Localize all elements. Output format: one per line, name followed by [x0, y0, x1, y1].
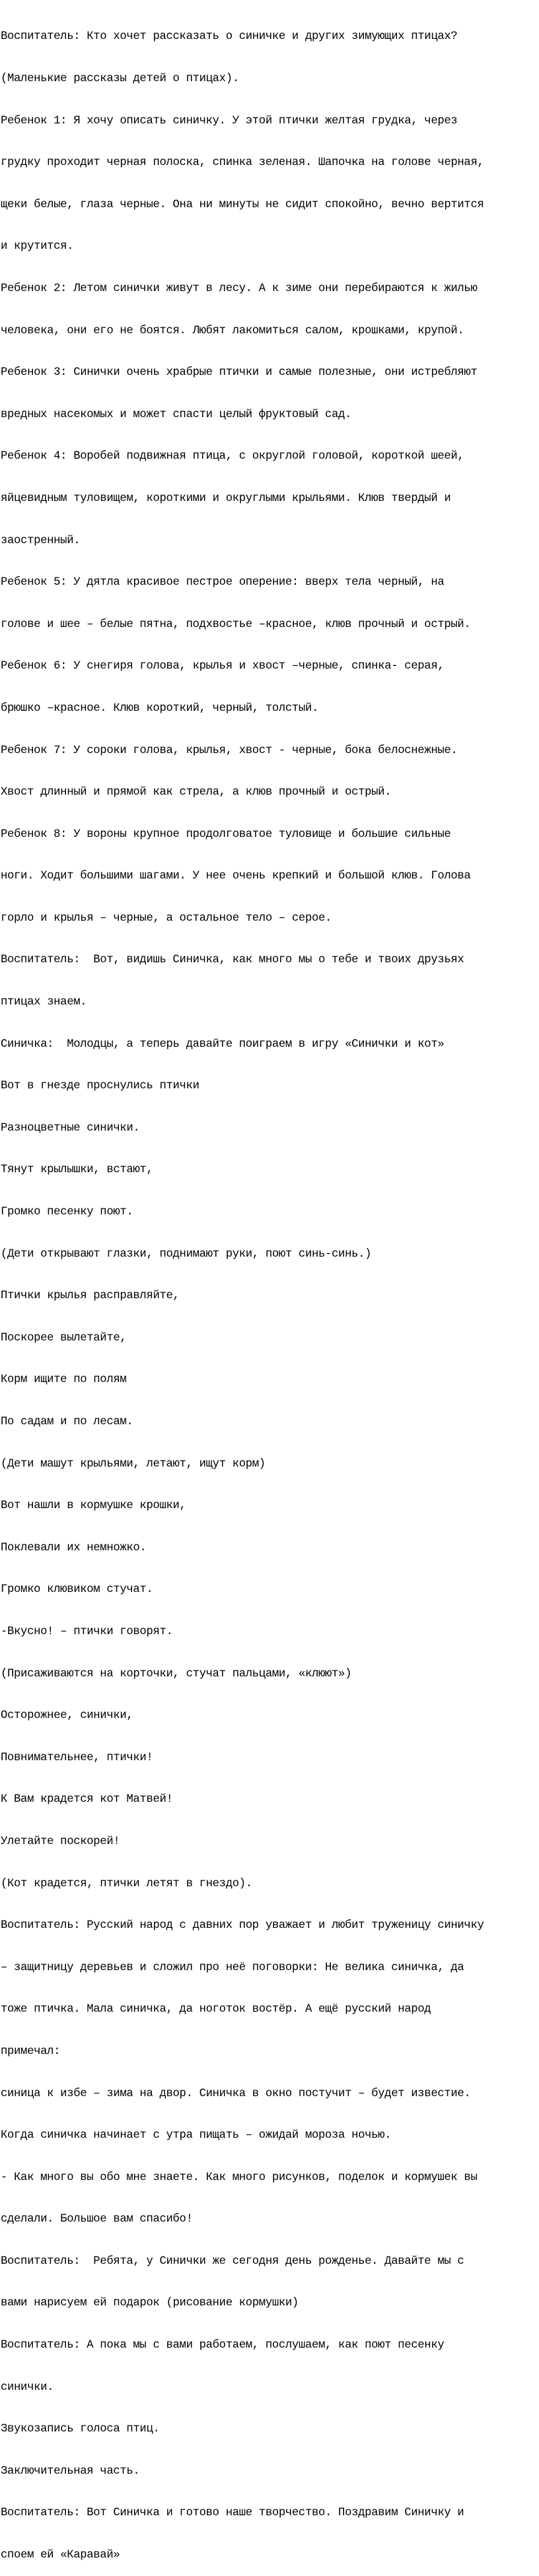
text-line: голове и шее – белые пятна, подхвостье –красное, клюв прочный и острый.	[1, 618, 471, 631]
text-line: Воспитатель: Кто хочет рассказать о синичке и других зимующих птицах?	[1, 30, 458, 44]
text-line: споем ей «Каравай»	[1, 2549, 120, 2562]
text-line: щеки белые, глаза черные. Она ни минуты не сидит спокойно, вечно вертится	[1, 198, 484, 211]
text-line: Громко клювиком стучат.	[1, 1583, 153, 1597]
text-line: Ребенок 8: У вороны крупное продолговатое туловище и большие сильные	[1, 828, 451, 841]
text-line: вами нарисуем ей подарок (рисование кормушки)	[1, 2297, 299, 2310]
text-line: синица к избе – зима на двор. Синичка в окно постучит – будет известие.	[1, 2087, 471, 2100]
text-line: вредных насекомых и может спасти целый фруктовый сад.	[1, 408, 352, 421]
text-line: ноги. Ходит большими шагами. У нее очень крепкий и большой клюв. Голова	[1, 870, 471, 883]
text-line: Звукозапись голоса птиц.	[1, 2423, 160, 2436]
text-line: Поклевали их немножко.	[1, 1541, 147, 1554]
text-line: человека, они его не боятся. Любят лакомиться салом, крошками, крупой.	[1, 324, 464, 337]
text-line: Поскорее вылетайте,	[1, 1331, 127, 1344]
text-line: брюшко –красное. Клюв короткий, черный, толстый.	[1, 702, 318, 715]
text-line: Повнимательнее, птички!	[1, 1751, 153, 1764]
text-line: Ребенок 7: У сороки голова, крылья, хвост - черные, бока белоснежные.	[1, 744, 458, 757]
text-line: Ребенок 5: У дятла красивое пестрое оперение: вверх тела черный, на	[1, 576, 445, 589]
text-line: и крутится.	[1, 240, 74, 253]
text-line: -Вкусно! – птички говорят.	[1, 1625, 173, 1638]
text-line: Воспитатель: Вот Синичка и готово наше творчество. Поздравим Синичку и	[1, 2507, 464, 2520]
text-line: птицах знаем.	[1, 996, 87, 1009]
text-line: Воспитатель: А пока мы с вами работаем, послушаем, как поют песенку	[1, 2339, 445, 2352]
text-line: Разноцветные синички.	[1, 1121, 140, 1135]
text-line: Ребенок 2: Летом синички живут в лесу. А к зиме они перебираются к жилью	[1, 282, 478, 295]
text-line: тоже птичка. Мала синичка, да ноготок востёр. А ещё русский народ	[1, 2003, 431, 2016]
text-line: Корм ищите по полям	[1, 1373, 127, 1387]
text-line: (Дети открывают глазки, поднимают руки, поют синь-синь.)	[1, 1247, 372, 1261]
text-line: - Как много вы обо мне знаете. Как много рисунков, поделок и кормушек вы	[1, 2171, 478, 2184]
text-line: Воспитатель: Вот, видишь Синичка, как много мы о тебе и твоих друзьях	[1, 954, 464, 967]
text-line: Тянут крылышки, встают,	[1, 1164, 153, 1177]
document-body	[0, 2, 539, 2576]
text-line: Громко песенку поют.	[1, 1206, 133, 1219]
text-line: заостренный.	[1, 534, 81, 547]
text-line: Ребенок 1: Я хочу описать синичку. У этой птички желтая грудка, через	[1, 114, 458, 127]
text-line: – защитницу деревьев и сложил про неё поговорки: Не велика синичка, да	[1, 1961, 464, 1974]
text-line: Хвост длинный и прямой как стрела, а клюв прочный и острый.	[1, 786, 392, 799]
text-line: Ребенок 4: Воробей подвижная птица, с округлой головой, короткой шеей,	[1, 450, 464, 463]
text-line: Воспитатель: Русский народ с давних пор уважает и любит труженицу синичку	[1, 1919, 484, 1932]
text-line: яйцевидным туловищем, короткими и округлыми крыльями. Клюв твердый и	[1, 492, 451, 505]
text-line: Воспитатель: Ребята, у Синички же сегодня день рожденье. Давайте мы с	[1, 2255, 464, 2268]
text-line: Заключительная часть.	[1, 2464, 140, 2478]
text-line: (Кот крадется, птички летят в гнездо).	[1, 1877, 252, 1890]
text-line: примечал:	[1, 2045, 61, 2058]
text-line: Осторожнее, синички,	[1, 1709, 133, 1723]
text-line: Ребенок 3: Синички очень храбрые птички и самые полезные, они истребляют	[1, 366, 478, 380]
text-line: Вот в гнезде проснулись птички	[1, 1080, 199, 1093]
text-line: Ребенок 6: У снегиря голова, крылья и хвост –черные, спинка- серая,	[1, 660, 445, 673]
text-line: Когда синичка начинает с утра пищать – ожидай мороза ночью.	[1, 2129, 392, 2142]
text-line: По садам и по лесам.	[1, 1416, 133, 1428]
text-line: Улетайте поскорей!	[1, 1835, 120, 1848]
text-line: сделали. Большое вам спасибо!	[1, 2213, 193, 2226]
text-line: синички.	[1, 2381, 54, 2394]
text-line: грудку проходит черная полоска, спинка зеленая. Шапочка на голове черная,	[1, 156, 484, 170]
text-line: Вот нашли в кормушке крошки,	[1, 1500, 186, 1513]
text-line: К Вам крадется кот Матвей!	[1, 1793, 173, 1806]
text-line: (Дети машут крыльями, летают, ищут корм)	[1, 1457, 266, 1470]
text-line: Синичка: Молодцы, а теперь давайте поиграем в игру «Синички и кот»	[1, 1038, 445, 1051]
text-line: (Маленькие рассказы детей о птицах).	[1, 73, 239, 85]
text-line: горло и крылья – черные, а остальное тело – серое.	[1, 911, 332, 925]
text-line: (Присаживаются на корточки, стучат пальцами, «клюют»)	[1, 1667, 352, 1680]
text-line: Птички крылья расправляйте,	[1, 1290, 180, 1303]
